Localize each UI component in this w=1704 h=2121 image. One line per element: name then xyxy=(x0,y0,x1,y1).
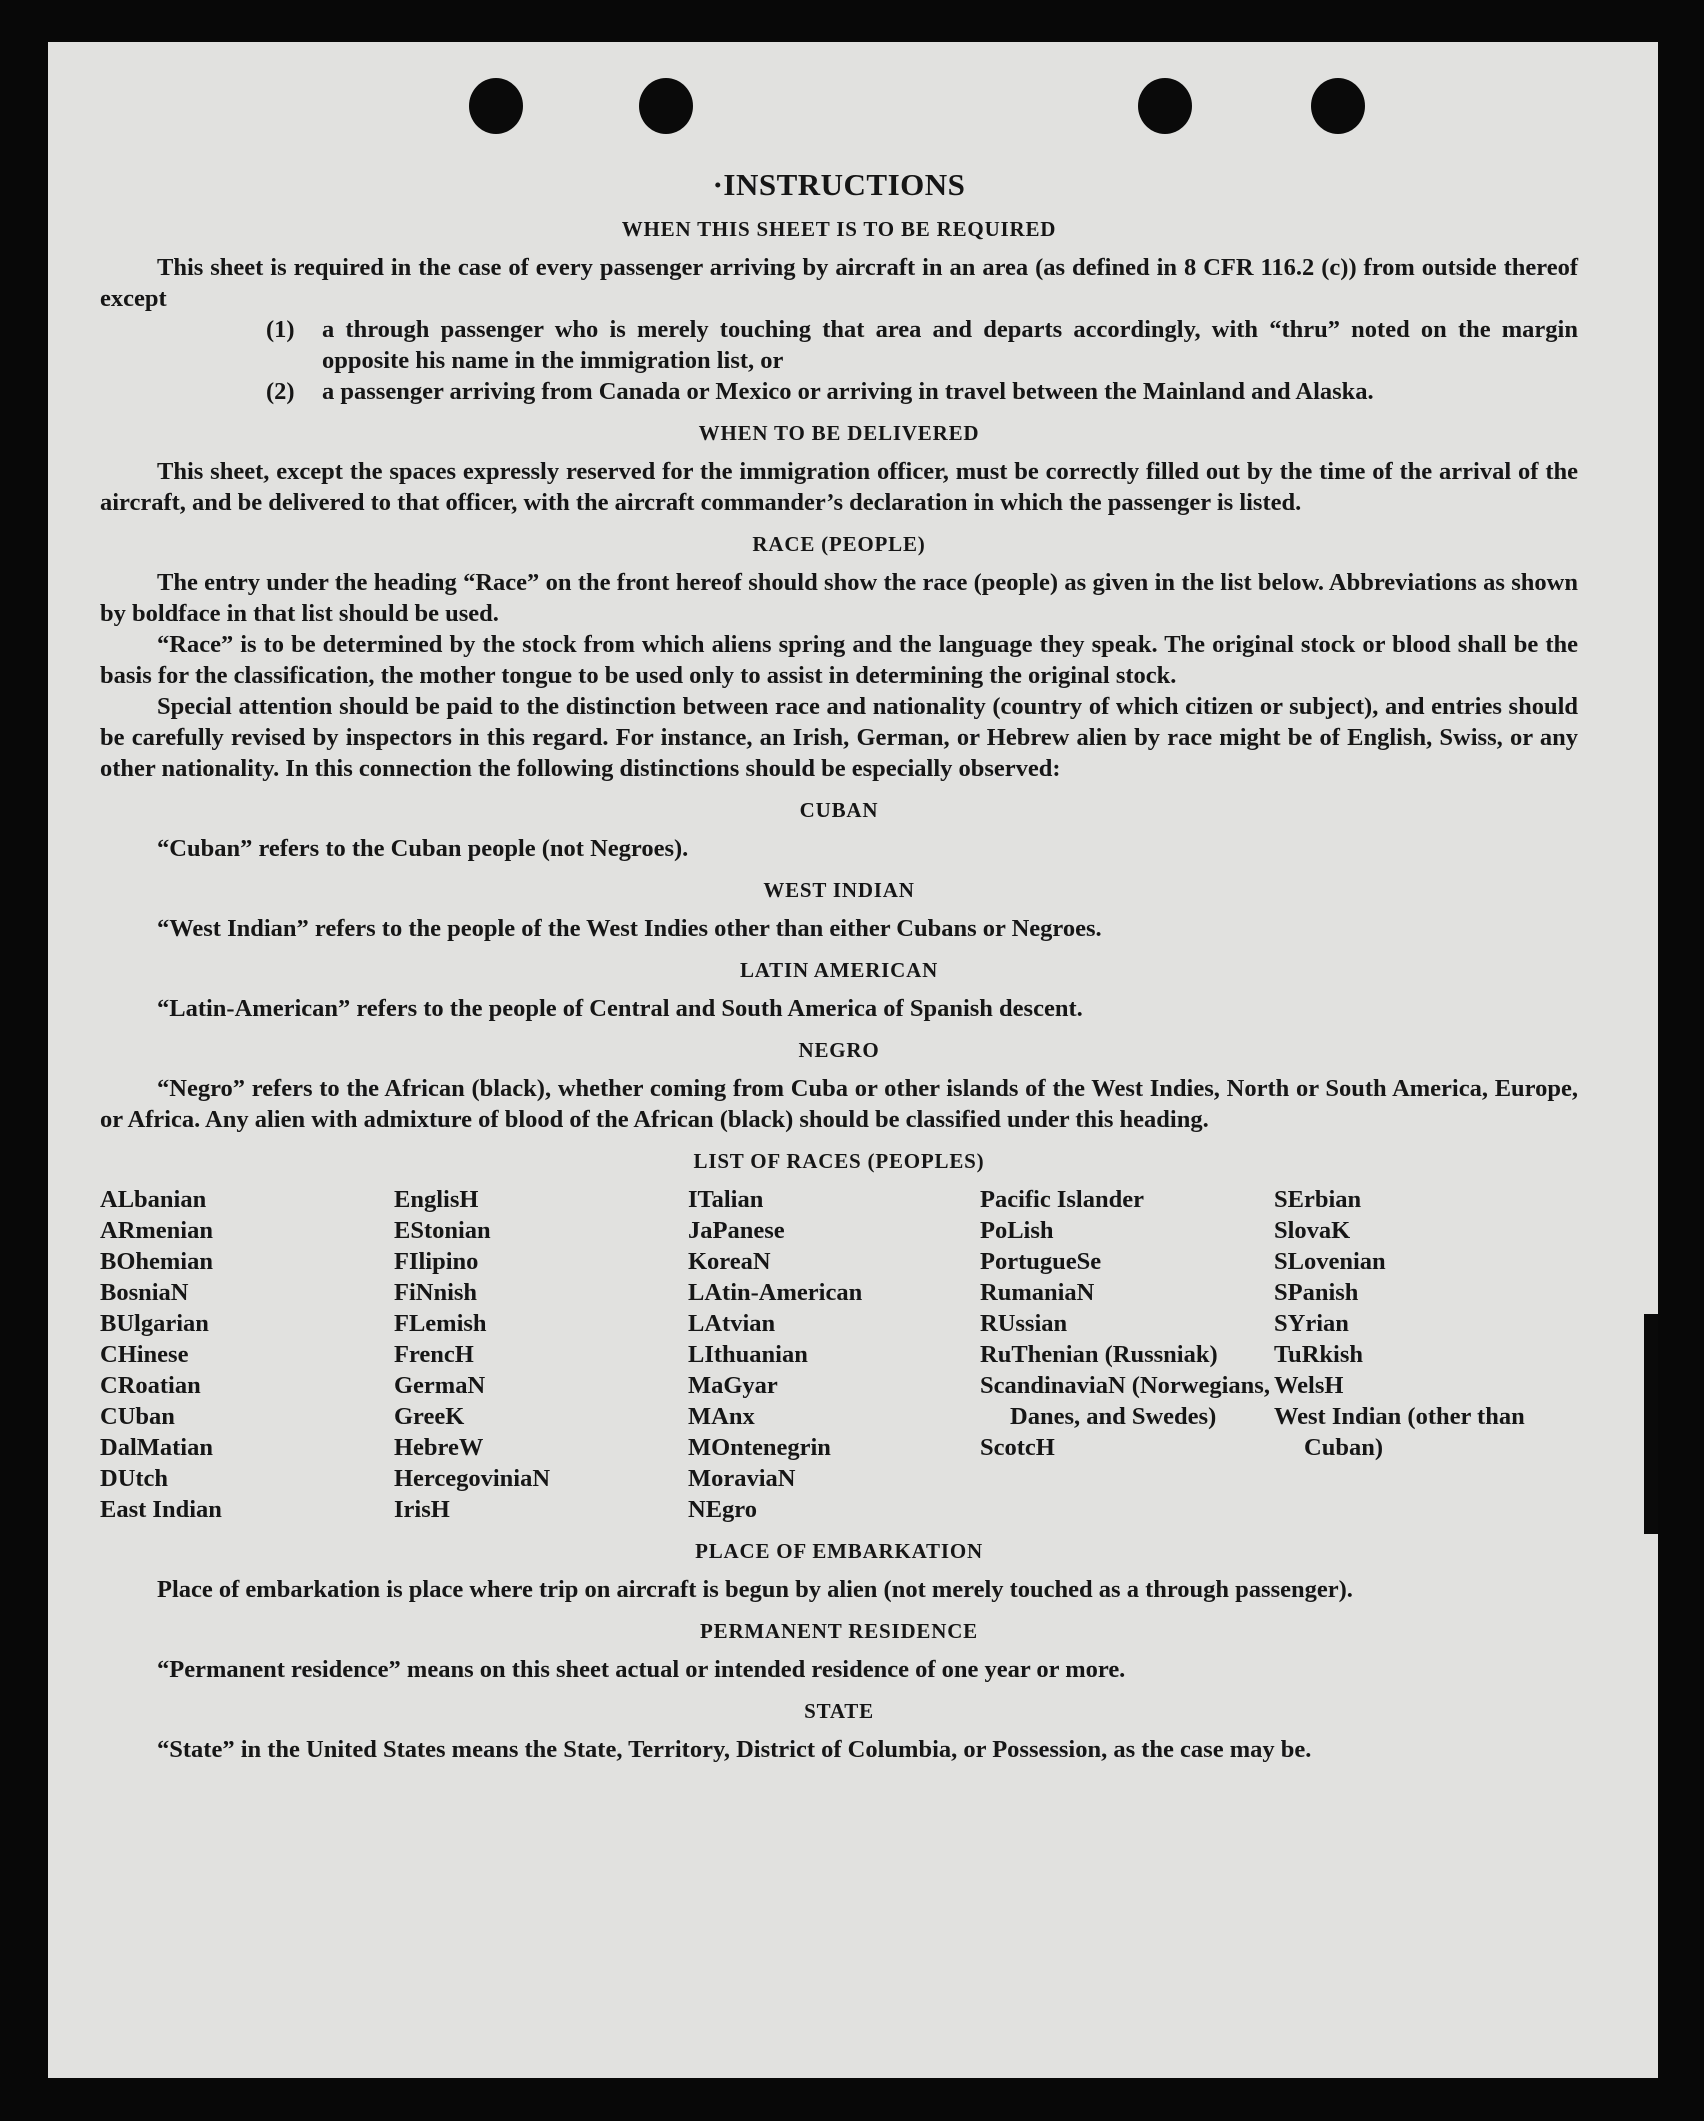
punch-hole-3 xyxy=(1138,78,1192,134)
race-entry: SYrian xyxy=(1274,1310,1349,1337)
heading-state: STATE xyxy=(804,1699,874,1723)
race-paragraph: “Race” is to be determined by the stock from which aliens spring and the language they speak. The original stock or blood shall be the basis for the classification, the mother tongue to be used only to assist in determining the original stock. xyxy=(100,631,1578,689)
residence-text: “Permanent residence” means on this sheet actual or intended residence of one year or more. xyxy=(157,1656,1126,1683)
race-entry: PoLish xyxy=(980,1217,1054,1244)
page-title: ·INSTRUCTIONS xyxy=(712,167,966,202)
race-entry: West Indian (other than Cuban) xyxy=(1274,1403,1525,1461)
heading-embarkation: PLACE OF EMBARKATION xyxy=(695,1539,983,1563)
exception-text: a passenger arriving from Canada or Mexico or arriving in travel between the Mainland and Alaska. xyxy=(322,378,1374,405)
race-entry: LIthuanian xyxy=(688,1341,808,1368)
race-entry: SlovaK xyxy=(1274,1217,1351,1244)
instructions-content xyxy=(100,167,1578,1765)
exception-text: a through passenger who is merely touching that area and departs accordingly, with “thru” noted on the margin opposite his name in the immigration list, or xyxy=(322,316,1578,374)
punch-hole-2 xyxy=(639,78,693,134)
race-entry: WelsH xyxy=(1274,1372,1344,1399)
race-paragraph: The entry under the heading “Race” on the front hereof should show the race (people) as given in the list below. Abbreviations as shown by boldface in that list should be used. xyxy=(100,569,1578,627)
race-entry: East Indian xyxy=(100,1496,222,1523)
race-entry: SPanish xyxy=(1274,1279,1359,1306)
race-entry: CHinese xyxy=(100,1341,189,1368)
heading-west-indian: WEST INDIAN xyxy=(763,878,915,902)
race-entry: HebreW xyxy=(394,1434,484,1461)
race-entry: ScandinaviaN (Norwegians, Danes, and Swedes) xyxy=(980,1372,1270,1430)
race-entry: RumaniaN xyxy=(980,1279,1095,1306)
west-indian-text: “West Indian” refers to the people of the West Indies other than either Cubans or Negroes. xyxy=(157,915,1102,942)
edge-tab-mark xyxy=(1644,1314,1658,1534)
race-entry: RuThenian (Russniak) xyxy=(980,1341,1218,1368)
race-entry: Pacific Islander xyxy=(980,1186,1144,1213)
document-sheet xyxy=(48,42,1658,2078)
race-entry: GermaN xyxy=(394,1372,486,1399)
race-entry: TuRkish xyxy=(1274,1341,1364,1368)
race-entry: JaPanese xyxy=(688,1217,785,1244)
race-column xyxy=(688,1184,980,1525)
race-entry: CUban xyxy=(100,1403,175,1430)
exception-number: (1) xyxy=(266,316,295,343)
race-entry: ALbanian xyxy=(100,1186,207,1213)
race-entry: MOntenegrin xyxy=(688,1434,831,1461)
race-column xyxy=(394,1184,688,1525)
race-entry: DalMatian xyxy=(100,1434,213,1461)
race-entry: FiNnish xyxy=(394,1279,478,1306)
race-entry: DUtch xyxy=(100,1465,169,1492)
heading-list-of-races: LIST OF RACES (PEOPLES) xyxy=(693,1149,985,1173)
heading-residence: PERMANENT RESIDENCE xyxy=(700,1619,978,1643)
race-entry: MAnx xyxy=(688,1403,755,1430)
race-paragraph: Special attention should be paid to the distinction between race and nationality (country of which citizen or subject), and entries should be carefully revised by inspectors in this regard. For instance, an Irish, German, or Hebrew alien by race might be of English, Swiss, or any other nationality. In this connection the following distinctions should be especially observed: xyxy=(100,693,1578,782)
exception-item xyxy=(100,376,1578,407)
race-entry: PortugueSe xyxy=(980,1248,1102,1275)
latin-american-text: “Latin-American” refers to the people of Central and South America of Spanish descent. xyxy=(157,995,1083,1022)
embarkation-text: Place of embarkation is place where trip on aircraft is begun by alien (not merely touched as a through passenger). xyxy=(157,1576,1353,1603)
heading-when-required: WHEN THIS SHEET IS TO BE REQUIRED xyxy=(621,217,1057,241)
race-entry: MoraviaN xyxy=(688,1465,796,1492)
race-entry: GreeK xyxy=(394,1403,465,1430)
punch-hole-4 xyxy=(1311,78,1365,134)
race-entry: ScotcH xyxy=(980,1434,1055,1461)
race-entry: CRoatian xyxy=(100,1372,201,1399)
when-delivered-text: This sheet, except the spaces expressly reserved for the immigration officer, must be correctly filled out by the time of the arrival of the aircraft, and be delivered to that officer, with the aircraft commander’s declaration in which the passenger is listed. xyxy=(100,458,1578,516)
race-entry: IrisH xyxy=(394,1496,450,1523)
race-entry: ITalian xyxy=(688,1186,764,1213)
race-entry: SLovenian xyxy=(1274,1248,1386,1275)
exception-item xyxy=(100,314,1578,376)
race-entry: FLemish xyxy=(394,1310,487,1337)
race-column xyxy=(1274,1184,1564,1525)
race-entry: LAtin-American xyxy=(688,1279,863,1306)
negro-text: “Negro” refers to the African (black), whether coming from Cuba or other islands of the West Indies, North or South America, Europe, or Africa. Any alien with admixture of blood of the African (black) should be classified under this heading. xyxy=(100,1075,1578,1133)
race-entry: KoreaN xyxy=(688,1248,771,1275)
heading-negro: NEGRO xyxy=(798,1038,880,1062)
heading-latin-american: LATIN AMERICAN xyxy=(739,958,939,982)
race-entry: RUssian xyxy=(980,1310,1068,1337)
race-entry: BOhemian xyxy=(100,1248,213,1275)
race-entry: SErbian xyxy=(1274,1186,1362,1213)
exception-list xyxy=(100,314,1578,407)
race-entry: FrencH xyxy=(394,1341,474,1368)
heading-when-delivered: WHEN TO BE DELIVERED xyxy=(698,421,980,445)
race-entry: EStonian xyxy=(394,1217,491,1244)
race-entry: BUlgarian xyxy=(100,1310,209,1337)
exception-number: (2) xyxy=(266,378,295,405)
race-column xyxy=(100,1184,394,1525)
race-entry: LAtvian xyxy=(688,1310,776,1337)
race-entry: FIlipino xyxy=(394,1248,479,1275)
punch-hole-1 xyxy=(469,78,523,134)
cuban-text: “Cuban” refers to the Cuban people (not Negroes). xyxy=(157,835,689,862)
race-entry: NEgro xyxy=(688,1496,757,1523)
race-entry: ARmenian xyxy=(100,1217,213,1244)
race-entry: HercegoviniaN xyxy=(394,1465,551,1492)
race-entry: MaGyar xyxy=(688,1372,778,1399)
heading-race: RACE (PEOPLE) xyxy=(752,532,926,556)
race-column xyxy=(980,1184,1274,1525)
race-entry: EnglisH xyxy=(394,1186,479,1213)
race-entry: BosniaN xyxy=(100,1279,189,1306)
heading-cuban: CUBAN xyxy=(799,798,879,822)
when-required-intro: This sheet is required in the case of every passenger arriving by aircraft in an area (as defined in 8 CFR 116.2 (c)) from outside thereof except xyxy=(100,254,1578,312)
state-text: “State” in the United States means the State, Territory, District of Columbia, or Possession, as the case may be. xyxy=(157,1736,1312,1763)
race-list xyxy=(100,1184,1578,1525)
